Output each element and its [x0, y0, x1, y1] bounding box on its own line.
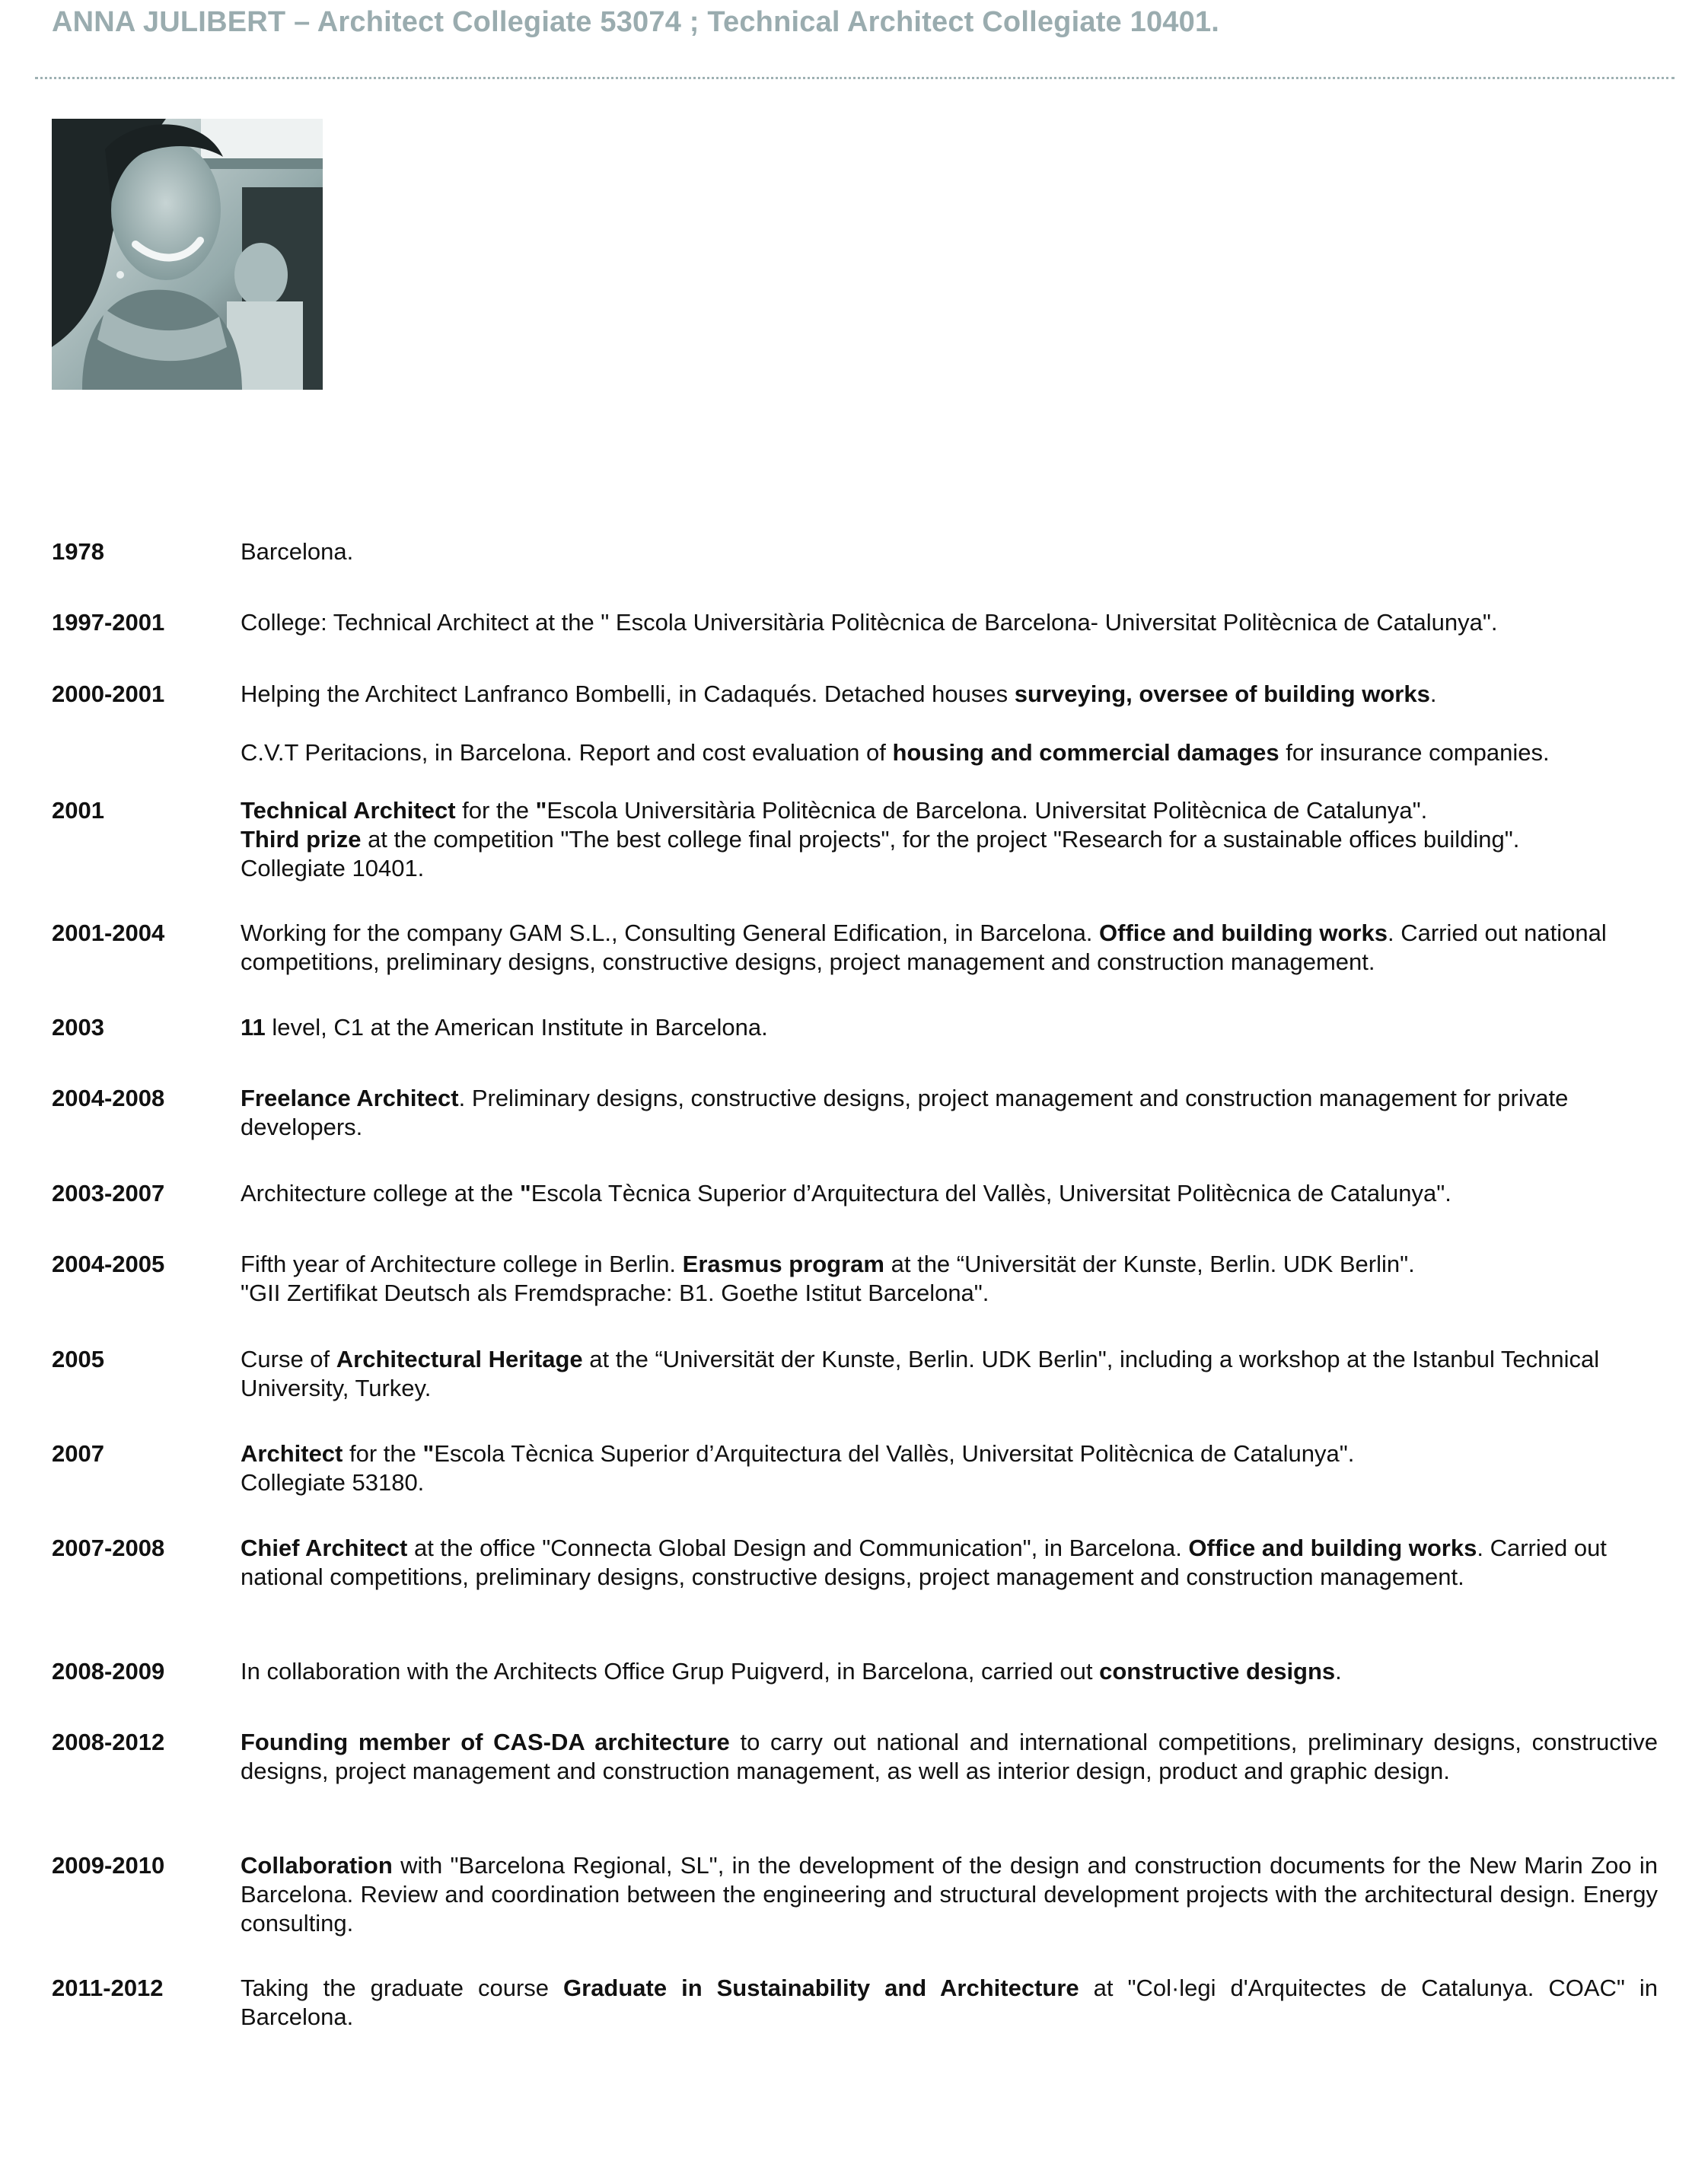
text-run: . Carried out national competitions, preliminary designs, constructive designs, project management and construction management.	[241, 920, 1607, 975]
entry-description	[241, 1657, 1658, 1686]
entry-description	[241, 1439, 1658, 1497]
text-run: Helping the Architect Lanfranco Bombelli, in Cadaqués. Detached houses	[241, 681, 1015, 707]
entry-description	[241, 1084, 1658, 1142]
text-run: at "Col·legi d'Arquitectes de Catalunya. COAC" in Barcelona.	[241, 1975, 1659, 2030]
text-run: at the “Universität der Kunste, Berlin. UDK Berlin".	[884, 1251, 1415, 1277]
entry-paragraph	[241, 608, 1658, 637]
text-run: at the “Universität der Kunste, Berlin. UDK Berlin", including a workshop at the Istanbul Technical University, Turkey.	[241, 1346, 1600, 1401]
bold-text: Third prize	[241, 826, 362, 853]
text-run: with "Barcelona Regional, SL", in the development of the design and construction documents for the New Marin Zoo in Barcelona. Review and coordination between the engineering and structural development projects with the architectural design. Energy consulting.	[241, 1852, 1658, 1936]
bold-text: "	[520, 1180, 531, 1207]
bold-text: Office and building works	[1099, 920, 1388, 946]
text-run: . Carried out national competitions, preliminary designs, constructive designs, project management and construction management.	[241, 1535, 1607, 1590]
text-run: .	[1335, 1658, 1342, 1685]
entry-paragraph	[241, 796, 1658, 825]
bold-text: Architect	[241, 1440, 343, 1467]
entry-year: 2008-2012	[52, 1729, 165, 1755]
entry-paragraph	[241, 1084, 1658, 1142]
entry-description	[241, 796, 1658, 883]
entry-year: 2004-2005	[52, 1251, 165, 1277]
text-run: Curse of	[241, 1346, 336, 1372]
text-run: Taking the graduate course	[241, 1975, 564, 2001]
text-run: level, C1 at the American Institute in Barcelona.	[265, 1014, 768, 1041]
text-run: for the	[455, 797, 536, 824]
bold-text: 11	[241, 1014, 266, 1041]
entry-year: 2007-2008	[52, 1535, 165, 1561]
bold-text: housing and commercial damages	[892, 739, 1279, 766]
bold-text: constructive designs	[1099, 1658, 1336, 1685]
text-run: for the	[343, 1440, 423, 1467]
entry-paragraph	[241, 825, 1658, 854]
text-run: Working for the company GAM S.L., Consulting General Edification, in Barcelona.	[241, 920, 1100, 946]
entry-description	[241, 1179, 1658, 1208]
page-title: ANNA JULIBERT – Architect Collegiate 53074 ; Technical Architect Collegiate 10401.	[52, 6, 1220, 38]
text-run: at the competition "The best college final projects", for the project "Research for a sustainable offices building".	[361, 826, 1520, 853]
entry-description	[241, 919, 1658, 977]
entry-description	[241, 537, 1658, 566]
entry-description	[241, 1851, 1658, 1938]
bold-text: Architectural Heritage	[336, 1346, 583, 1372]
text-run: Escola Tècnica Superior d’Arquitectura del Vallès, Universitat Politècnica de Catalunya".	[531, 1180, 1451, 1207]
bold-text: "	[535, 797, 547, 824]
entry-paragraph	[241, 1534, 1658, 1592]
bold-text: Freelance Architect	[241, 1085, 459, 1111]
text-run: Escola Universitària Politècnica de Barcelona. Universitat Politècnica de Catalunya".	[546, 797, 1428, 824]
text-run: .	[1429, 681, 1437, 707]
text-run: Barcelona.	[241, 538, 354, 565]
entry-paragraph	[241, 537, 1658, 566]
text-run: College: Technical Architect at the " Escola Universitària Politècnica de Barcelona- Universitat Politècnica de Catalunya".	[241, 609, 1498, 636]
bold-text: Erasmus program	[682, 1251, 884, 1277]
entry-year: 2000-2001	[52, 681, 165, 707]
entry-description	[241, 1013, 1658, 1042]
entry-year: 1978	[52, 538, 104, 565]
text-run: Collegiate 53180.	[241, 1469, 425, 1496]
entry-year: 2011-2012	[52, 1975, 164, 2001]
entry-year: 2009-2010	[52, 1852, 165, 1879]
entry-paragraph	[241, 919, 1658, 977]
text-run: Escola Tècnica Superior d’Arquitectura del Vallès, Universitat Politècnica de Catalunya".	[434, 1440, 1355, 1467]
entry-description	[241, 1250, 1658, 1308]
text-run: for insurance companies.	[1279, 739, 1550, 766]
entry-paragraph	[241, 1439, 1658, 1468]
entry-description	[241, 738, 1658, 767]
entry-paragraph	[241, 1728, 1658, 1786]
bold-text: Chief Architect	[241, 1535, 408, 1561]
bold-text: surveying, oversee of building works	[1014, 681, 1430, 707]
entry-description	[241, 1974, 1658, 2032]
text-run: Fifth year of Architecture college in Berlin.	[241, 1251, 683, 1277]
text-run: . Preliminary designs, constructive designs, project management and construction management for private developers.	[241, 1085, 1569, 1140]
entry-year: 2003	[52, 1014, 104, 1041]
entry-description	[241, 1534, 1658, 1592]
text-run: to carry out national and international competitions, preliminary designs, constructive designs, project management and construction management, as well as interior design, product and graphic design.	[241, 1729, 1658, 1784]
bold-text: "	[422, 1440, 435, 1467]
entry-paragraph	[241, 738, 1658, 767]
text-run: Architecture college at the	[241, 1180, 521, 1207]
entry-year: 2001-2004	[52, 920, 165, 946]
entry-description	[241, 1728, 1658, 1786]
bold-text: Graduate in Sustainability and Architecture	[563, 1975, 1079, 2001]
entry-year: 2004-2008	[52, 1085, 165, 1111]
entry-paragraph	[241, 854, 1658, 883]
entry-paragraph	[241, 1279, 1658, 1308]
entry-year: 2001	[52, 797, 104, 824]
entry-paragraph	[241, 1250, 1658, 1279]
entry-description	[241, 1345, 1658, 1403]
portrait-image	[52, 119, 323, 390]
entry-year: 2007	[52, 1440, 104, 1467]
entry-paragraph	[241, 1345, 1658, 1403]
bold-text: Technical Architect	[241, 797, 456, 824]
entry-paragraph	[241, 1974, 1658, 2032]
entry-year: 2005	[52, 1346, 104, 1372]
text-run: "GII Zertifikat Deutsch als Fremdsprache: B1. Goethe Istitut Barcelona".	[241, 1280, 989, 1306]
profile-photo	[52, 119, 323, 390]
entry-description	[241, 608, 1658, 637]
entry-paragraph	[241, 1657, 1658, 1686]
text-run: at the office "Connecta Global Design and Communication", in Barcelona.	[407, 1535, 1189, 1561]
entry-year: 2008-2009	[52, 1658, 165, 1685]
entry-paragraph	[241, 1851, 1658, 1938]
dotted-divider	[35, 77, 1675, 79]
bold-text: Office and building works	[1188, 1535, 1477, 1561]
entry-paragraph	[241, 680, 1658, 709]
entry-description	[241, 680, 1658, 709]
bold-text: Collaboration	[241, 1852, 393, 1879]
entry-paragraph	[241, 1013, 1658, 1042]
entry-paragraph	[241, 1179, 1658, 1208]
entry-year: 1997-2001	[52, 609, 165, 636]
text-run: C.V.T Peritacions, in Barcelona. Report and cost evaluation of	[241, 739, 893, 766]
text-run: Collegiate 10401.	[241, 855, 425, 881]
entry-year: 2003-2007	[52, 1180, 165, 1207]
text-run: In collaboration with the Architects Office Grup Puigverd, in Barcelona, carried out	[241, 1658, 1100, 1685]
bold-text: Founding member of CAS-DA architecture	[241, 1729, 730, 1755]
entry-paragraph	[241, 1468, 1658, 1497]
